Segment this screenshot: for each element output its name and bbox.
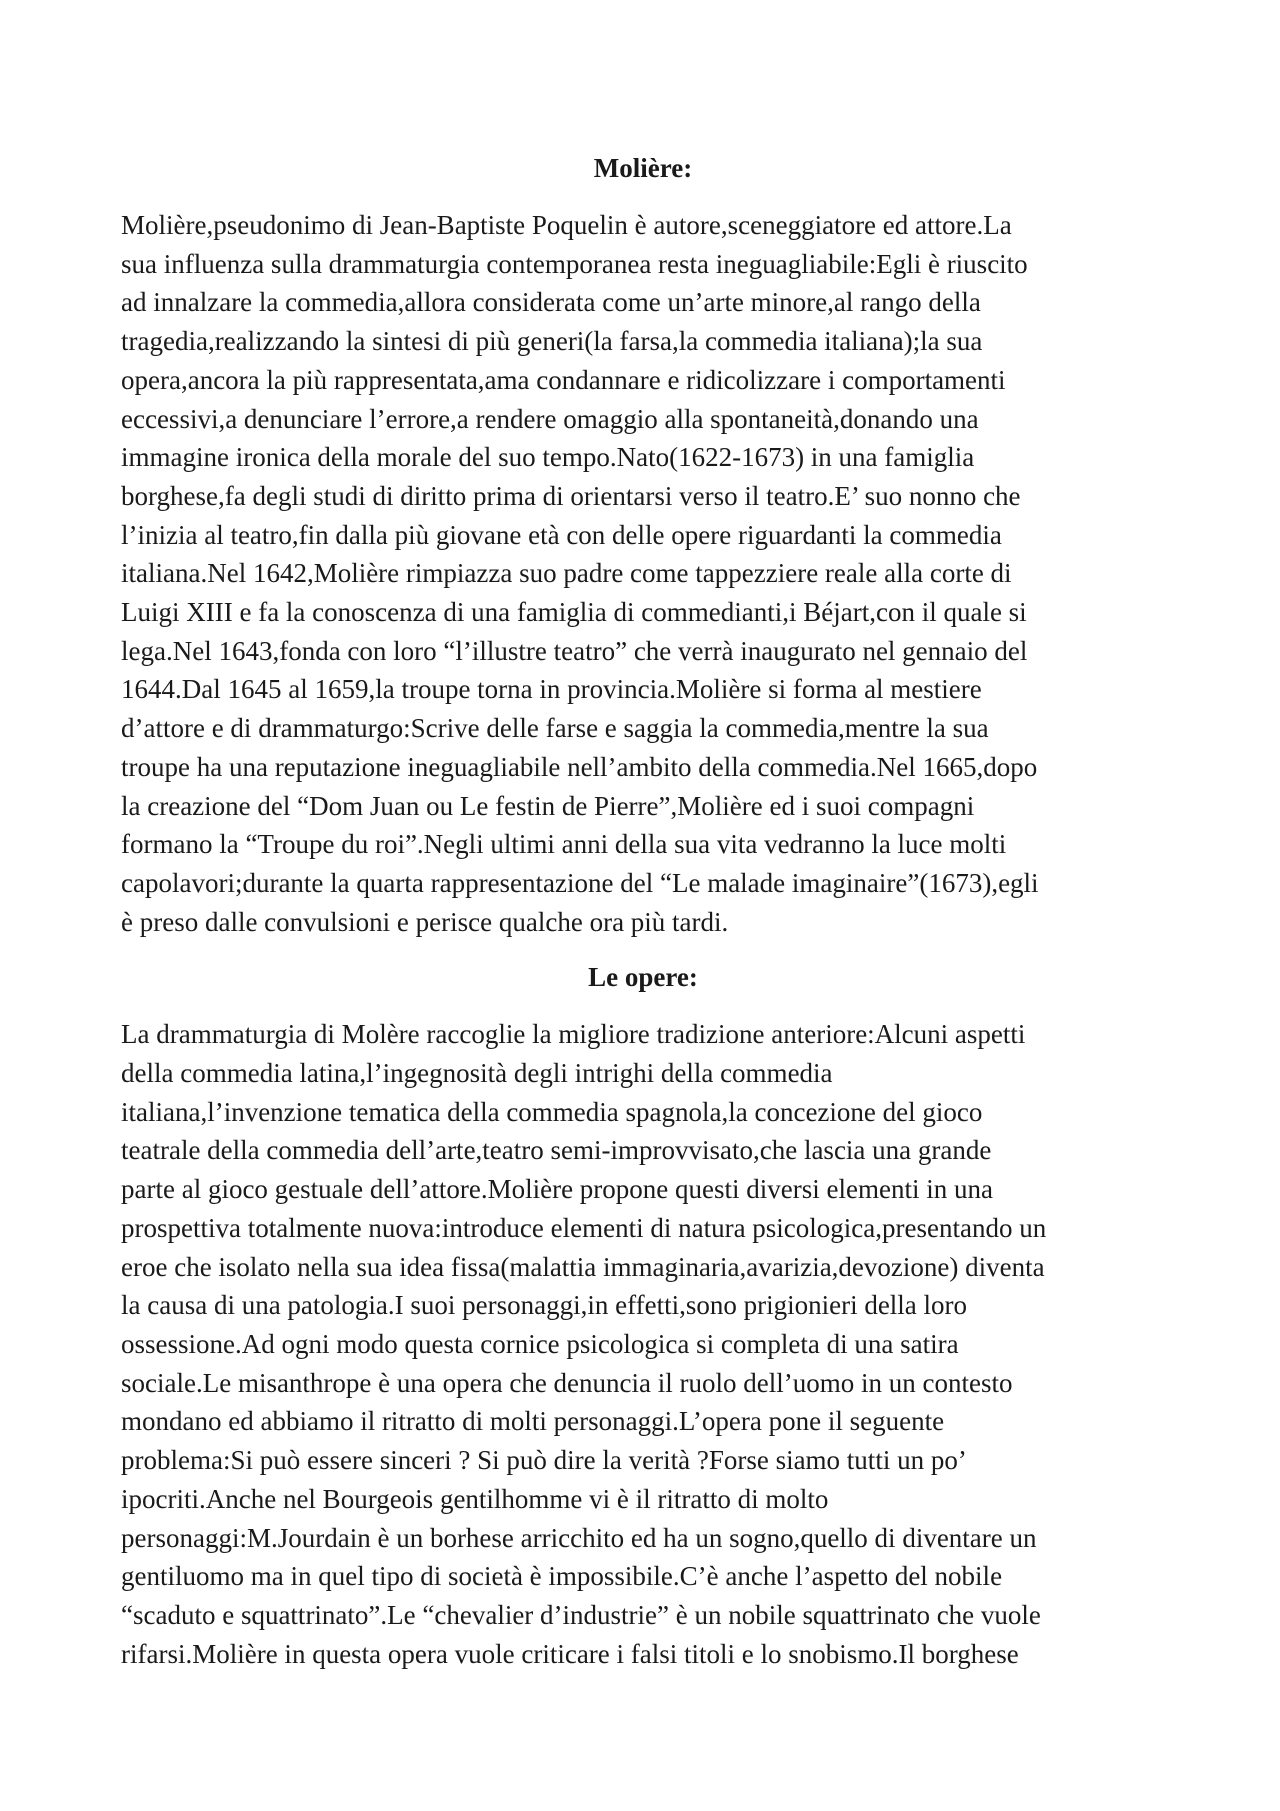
- paragraph-biography: [121, 206, 1165, 941]
- text-line: troupe ha una reputazione ineguagliabile nell’ambito della commedia.Nel 1665,dopo: [121, 751, 1038, 782]
- paragraph-works: [121, 1015, 1165, 1673]
- text-line: capolavori;durante la quarta rappresentazione del “Le malade imaginaire”(1673),egli: [121, 867, 1039, 898]
- section-title-moliere: Molière:: [593, 153, 693, 183]
- text-line: sociale.Le misanthrope è una opera che denuncia il ruolo dell’uomo in un contesto: [121, 1367, 1013, 1398]
- text-line: la causa di una patologia.I suoi personaggi,in effetti,sono prigionieri della loro: [121, 1290, 968, 1321]
- text-line: prospettiva totalmente nuova:introduce elementi di natura psicologica,presentando un: [121, 1212, 1047, 1243]
- text-line: La drammaturgia di Molère raccoglie la migliore tradizione anteriore:Alcuni aspetti: [121, 1019, 1026, 1050]
- text-line: eroe che isolato nella sua idea fissa(malattia immaginaria,avarizia,devozione) diventa: [121, 1251, 1045, 1282]
- text-line: italiana,l’invenzione tematica della commedia spagnola,la concezione del gioco: [121, 1096, 983, 1127]
- text-line: gentiluomo ma in quel tipo di società è impossibile.C’è anche l’aspetto del nobile: [121, 1561, 1003, 1592]
- text-line: “scaduto e squattrinato”.Le “chevalier d’industrie” è un nobile squattrinato che vuole: [121, 1599, 1041, 1630]
- text-line: Luigi XIII e fa la conoscenza di una famiglia di commedianti,i Béjart,con il quale si: [121, 597, 1027, 628]
- text-line: la creazione del “Dom Juan ou Le festin de Pierre”,Molière ed i suoi compagni: [121, 790, 975, 821]
- text-line: eccessivi,a denunciare l’errore,a rendere omaggio alla spontaneità,donando una: [121, 403, 979, 434]
- text-line: Molière,pseudonimo di Jean-Baptiste Poquelin è autore,sceneggiatore ed attore.La: [121, 210, 1012, 240]
- text-line: opera,ancora la più rappresentata,ama condannare e ridicolizzare i comportamenti: [121, 364, 1006, 395]
- text-line: ipocriti.Anche nel Bourgeois gentilhomme vi è il ritratto di molto: [121, 1483, 829, 1514]
- text-line: formano la “Troupe du roi”.Negli ultimi anni della sua vita vedranno la luce molti: [121, 829, 1007, 860]
- document-body: [121, 148, 1165, 1673]
- text-line: è preso dalle convulsioni e perisce qualche ora più tardi.: [121, 906, 729, 937]
- text-line: ossessione.Ad ogni modo questa cornice psicologica si completa di una satira: [121, 1328, 959, 1359]
- text-line: d’attore e di drammaturgo:Scrive delle farse e saggia la commedia,mentre la sua: [121, 713, 989, 744]
- text-line: rifarsi.Molière in questa opera vuole criticare i falsi titoli e lo snobismo.Il borghese: [121, 1638, 1019, 1669]
- text-line: tragedia,realizzando la sintesi di più generi(la farsa,la commedia italiana);la sua: [121, 326, 983, 357]
- text-line: 1644.Dal 1645 al 1659,la troupe torna in provincia.Molière si forma al mestiere: [121, 674, 982, 705]
- text-line: lega.Nel 1643,fonda con loro “l’illustre teatro” che verrà inaugurato nel gennaio del: [121, 635, 1028, 666]
- section-title-le-opere: Le opere:: [588, 962, 698, 993]
- text-line: personaggi:M.Jourdain è un borhese arricchito ed ha un sogno,quello di diventare un: [121, 1522, 1037, 1553]
- text-line: teatrale della commedia dell’arte,teatro semi-improvvisato,che lascia una grande: [121, 1135, 992, 1166]
- text-line: italiana.Nel 1642,Molière rimpiazza suo padre come tappezziere reale alla corte di: [121, 558, 1012, 589]
- text-line: borghese,fa degli studi di diritto prima di orientarsi verso il teatro.E’ suo nonno che: [121, 480, 1021, 511]
- text-line: della commedia latina,l’ingegnosità degli intrighi della commedia: [121, 1058, 833, 1089]
- text-line: problema:Si può essere sinceri ? Si può dire la verità ?Forse siamo tutti un po’: [121, 1445, 967, 1476]
- text-line: parte al gioco gestuale dell’attore.Molière propone questi diversi elementi in una: [121, 1174, 993, 1205]
- text-line: l’inizia al teatro,fin dalla più giovane età con delle opere riguardanti la commedia: [121, 519, 1002, 550]
- text-line: immagine ironica della morale del suo tempo.Nato(1622-1673) in una famiglia: [121, 442, 975, 473]
- text-line: ad innalzare la commedia,allora considerata come un’arte minore,al rango della: [121, 287, 981, 318]
- text-line: sua influenza sulla drammaturgia contemporanea resta ineguagliabile:Egli è riuscito: [121, 248, 1028, 279]
- text-line: mondano ed abbiamo il ritratto di molti personaggi.L’opera pone il seguente: [121, 1406, 945, 1437]
